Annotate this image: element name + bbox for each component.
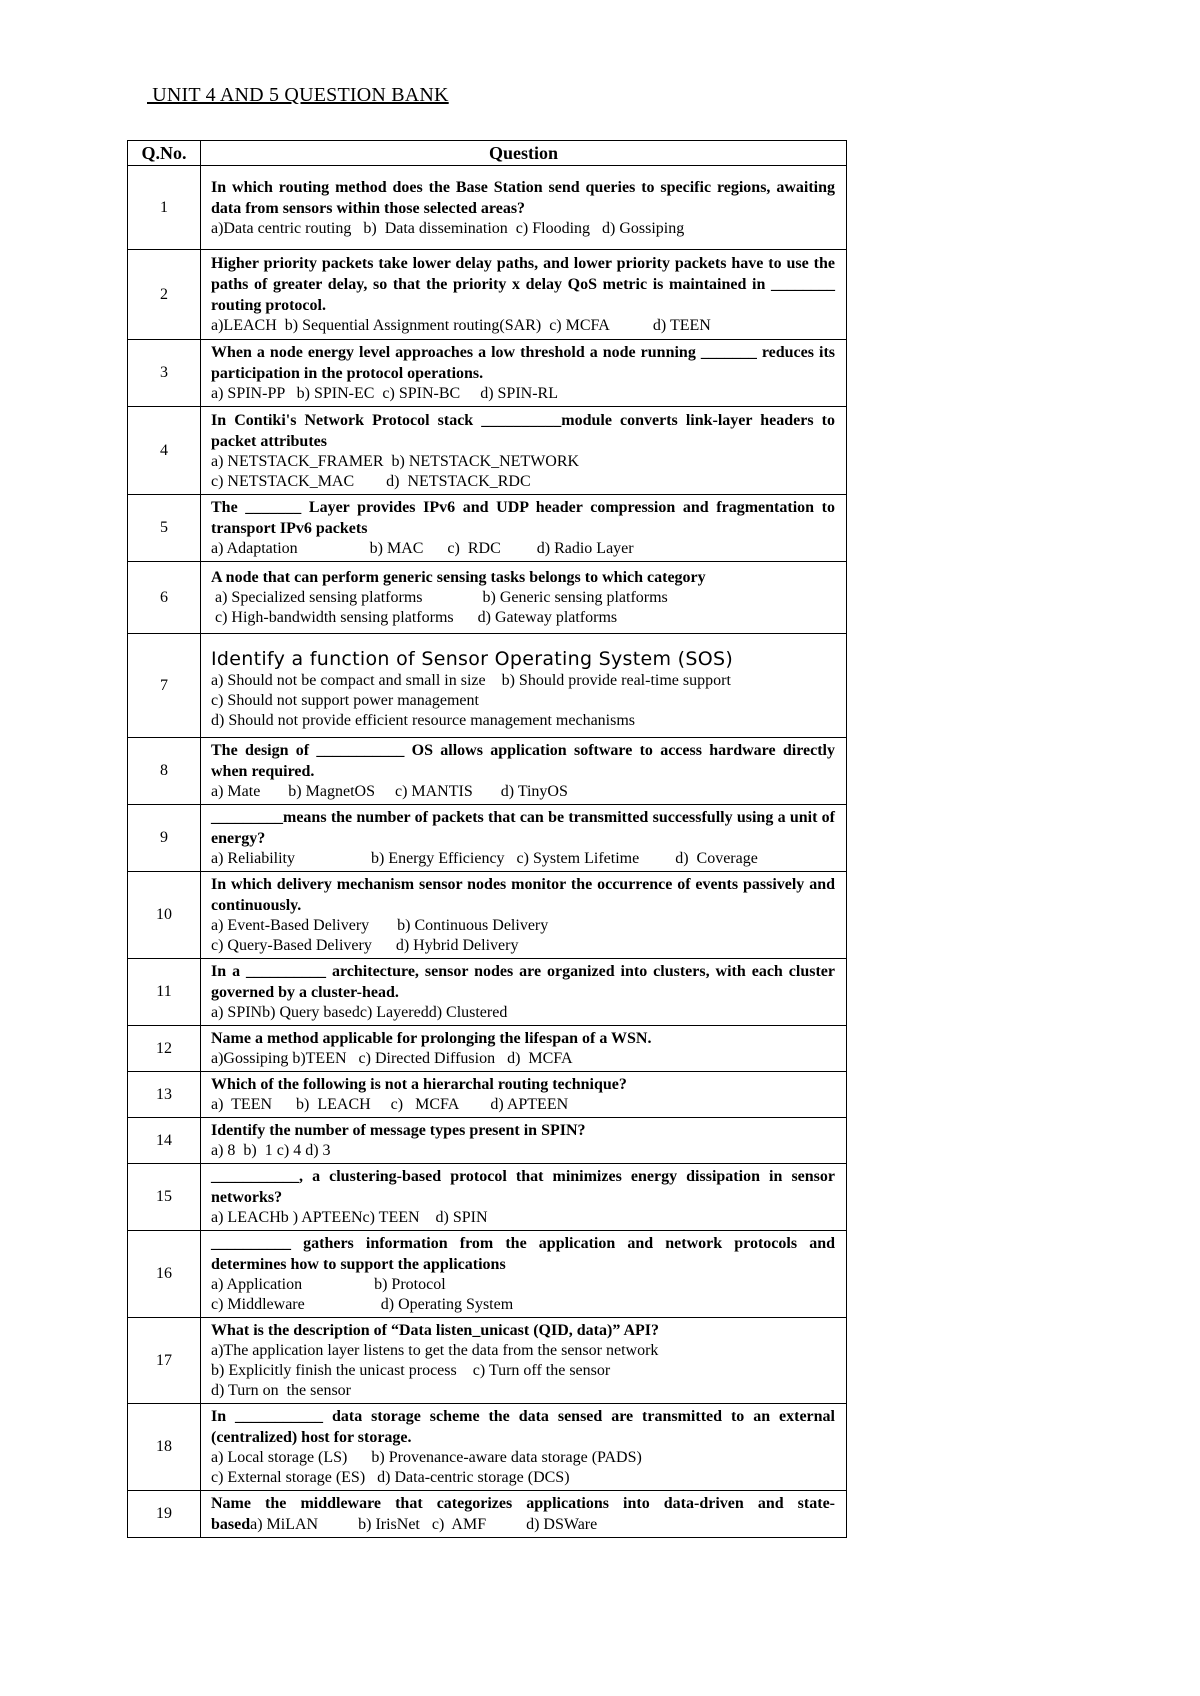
question-cell	[201, 1164, 847, 1231]
question-text	[211, 647, 835, 671]
question-cell	[201, 1231, 847, 1318]
answer-options-line: a) SPIN-PP b) SPIN-EC c) SPIN-BC d) SPIN-RL	[211, 385, 558, 402]
question-text	[211, 1028, 835, 1049]
answer-options-line: a)Data centric routing b) Data dissemination c) Flooding d) Gossiping	[211, 219, 685, 237]
table-row	[128, 562, 847, 634]
question-text	[211, 1493, 835, 1535]
answer-options-inline: a) MiLAN b) IrisNet c) AMF d) DSWare	[250, 1516, 598, 1533]
question-text	[211, 342, 835, 384]
table-row	[128, 1026, 847, 1072]
question-cell	[201, 166, 847, 250]
question-number: 2	[128, 250, 201, 340]
question-number: 11	[128, 959, 201, 1026]
question-number: 6	[128, 562, 201, 634]
question-text	[211, 567, 835, 588]
question-text	[211, 1406, 835, 1448]
question-text	[211, 253, 835, 316]
question-cell	[201, 562, 847, 634]
question-text-content: Higher priority packets take lower delay paths, and lower priority packets have to use the paths of greater delay, so that the priority x delay QoS metric is maintained in ________ routing protocol.	[211, 255, 835, 314]
table-row	[128, 495, 847, 562]
question-number: 1	[128, 166, 201, 250]
question-number: 14	[128, 1118, 201, 1164]
question-text-content: A node that can perform generic sensing tasks belongs to which category	[211, 569, 706, 586]
answer-options-line: a) LEACHb ) APTEENc) TEEN d) SPIN	[211, 1209, 488, 1226]
answer-options-line: c) Middleware d) Operating System	[211, 1296, 514, 1313]
table-header-row	[128, 141, 847, 166]
question-cell	[201, 495, 847, 562]
question-text-content: Name the middleware that categorizes applications into data-driven and state-based	[211, 1495, 835, 1533]
question-text	[211, 497, 835, 539]
question-number: 8	[128, 738, 201, 805]
answer-options-line: a) 8 b) 1 c) 4 d) 3	[211, 1142, 331, 1159]
question-number: 3	[128, 340, 201, 407]
question-number: 12	[128, 1026, 201, 1072]
question-text	[211, 961, 835, 1003]
table-row	[128, 634, 847, 738]
question-text	[211, 874, 835, 916]
question-number: 9	[128, 805, 201, 872]
question-number: 18	[128, 1404, 201, 1491]
question-text-content: In Contiki's Network Protocol stack __________module converts link-layer headers to packet attributes	[211, 411, 835, 450]
answer-options-line: c) Should not support power management	[211, 691, 479, 709]
question-text-content: When a node energy level approaches a low threshold a node running _______ reduces its participation in the protocol operations.	[211, 344, 835, 382]
answer-options-line: a) Reliability b) Energy Efficiency c) System Lifetime d) Coverage	[211, 850, 758, 867]
answer-options-line: c) NETSTACK_MAC d) NETSTACK_RDC	[211, 472, 531, 490]
answer-options-line: d) Should not provide efficient resource management mechanisms	[211, 711, 636, 729]
answer-options-line: c) High-bandwidth sensing platforms d) Gateway platforms	[211, 609, 618, 626]
question-text-content: In ___________ data storage scheme the data sensed are transmitted to an external (centralized) host for storage.	[211, 1408, 835, 1446]
table-row	[128, 250, 847, 340]
question-text	[211, 740, 835, 782]
question-cell	[201, 1072, 847, 1118]
question-number: 7	[128, 634, 201, 738]
question-cell	[201, 1318, 847, 1404]
table-row	[128, 1164, 847, 1231]
question-cell	[201, 959, 847, 1026]
table-row	[128, 166, 847, 250]
question-text-content: In which delivery mechanism sensor nodes monitor the occurrence of events passively and continuously.	[211, 876, 835, 914]
question-number: 19	[128, 1491, 201, 1538]
answer-options-line: a) Local storage (LS) b) Provenance-aware data storage (PADS)	[211, 1449, 642, 1466]
question-text	[211, 1074, 835, 1095]
question-cell	[201, 634, 847, 738]
answer-options-line: a) Should not be compact and small in size b) Should provide real-time support	[211, 671, 731, 689]
question-text-content: In a __________ architecture, sensor nodes are organized into clusters, with each cluster governed by a cluster-head.	[211, 963, 835, 1001]
answer-options-line: a)The application layer listens to get the data from the sensor network	[211, 1342, 659, 1359]
answer-options-line: a) Specialized sensing platforms b) Generic sensing platforms	[211, 589, 668, 606]
table-row	[128, 872, 847, 959]
table-row	[128, 1318, 847, 1404]
table-row	[128, 1072, 847, 1118]
question-text	[211, 807, 835, 849]
question-text	[211, 1120, 835, 1141]
question-text-content: The _______ Layer provides IPv6 and UDP header compression and fragmentation to transport IPv6 packets	[211, 499, 835, 537]
question-cell	[201, 872, 847, 959]
question-text-content: Name a method applicable for prolonging the lifespan of a WSN.	[211, 1030, 652, 1047]
answer-options-line: a) TEEN b) LEACH c) MCFA d) APTEEN	[211, 1096, 569, 1113]
question-text-content: The design of ___________ OS allows application software to access hardware directly when required.	[211, 742, 835, 780]
header-qno: Q.No.	[128, 141, 201, 166]
question-text-content: In which routing method does the Base Station send queries to specific regions, awaiting data from sensors within those selected areas?	[211, 178, 835, 217]
header-question: Question	[201, 141, 847, 166]
question-number: 5	[128, 495, 201, 562]
question-number: 4	[128, 407, 201, 495]
table-row	[128, 340, 847, 407]
question-text	[211, 1320, 835, 1341]
answer-options-line: a)Gossiping b)TEEN c) Directed Diffusion d) MCFA	[211, 1050, 573, 1067]
question-cell	[201, 1491, 847, 1538]
question-text-content: ___________, a clustering-based protocol that minimizes energy dissipation in sensor networks?	[211, 1168, 835, 1206]
table-row	[128, 1404, 847, 1491]
page-title: UNIT 4 AND 5 QUESTION BANK	[147, 84, 449, 106]
question-cell	[201, 1026, 847, 1072]
question-cell	[201, 250, 847, 340]
question-text-content: Identify a function of Sensor Operating System (SOS)	[211, 647, 734, 670]
answer-options-line: a) Event-Based Delivery b) Continuous Delivery	[211, 917, 549, 934]
question-cell	[201, 407, 847, 495]
question-text	[211, 1166, 835, 1208]
table-row	[128, 1118, 847, 1164]
question-cell	[201, 340, 847, 407]
answer-options-line: c) Query-Based Delivery d) Hybrid Delivery	[211, 937, 519, 954]
question-text	[211, 410, 835, 452]
question-text-content: __________ gathers information from the application and network protocols and determines how to support the applications	[211, 1235, 835, 1273]
answer-options-line: a) Adaptation b) MAC c) RDC d) Radio Layer	[211, 540, 634, 557]
question-number: 16	[128, 1231, 201, 1318]
question-text-content: Which of the following is not a hierarchal routing technique?	[211, 1076, 627, 1093]
question-number: 17	[128, 1318, 201, 1404]
question-cell	[201, 1404, 847, 1491]
answer-options-line: a) Mate b) MagnetOS c) MANTIS d) TinyOS	[211, 783, 568, 800]
table-row	[128, 1231, 847, 1318]
question-text	[211, 177, 835, 219]
table-row	[128, 407, 847, 495]
table-row	[128, 805, 847, 872]
question-text-content: _________means the number of packets that can be transmitted successfully using a unit of energy?	[211, 809, 835, 847]
answer-options-line: b) Explicitly finish the unicast process c) Turn off the sensor	[211, 1362, 611, 1379]
question-cell	[201, 805, 847, 872]
answer-options-line: d) Turn on the sensor	[211, 1382, 352, 1399]
question-text-content: What is the description of “Data listen_unicast (QID, data)” API?	[211, 1322, 660, 1339]
question-table	[127, 140, 847, 1538]
question-text	[211, 1233, 835, 1275]
table-row	[128, 1491, 847, 1538]
table-row	[128, 738, 847, 805]
answer-options-line: c) External storage (ES) d) Data-centric storage (DCS)	[211, 1469, 570, 1486]
question-cell	[201, 1118, 847, 1164]
answer-options-line: a)LEACH b) Sequential Assignment routing(SAR) c) MCFA d) TEEN	[211, 317, 711, 334]
question-text-content: Identify the number of message types present in SPIN?	[211, 1122, 586, 1139]
question-number: 13	[128, 1072, 201, 1118]
answer-options-line: a) NETSTACK_FRAMER b) NETSTACK_NETWORK	[211, 452, 580, 470]
table-row	[128, 959, 847, 1026]
question-cell	[201, 738, 847, 805]
answer-options-line: a) Application b) Protocol	[211, 1276, 446, 1293]
answer-options-line: a) SPINb) Query basedc) Layeredd) Clustered	[211, 1004, 508, 1021]
question-number: 15	[128, 1164, 201, 1231]
question-number: 10	[128, 872, 201, 959]
